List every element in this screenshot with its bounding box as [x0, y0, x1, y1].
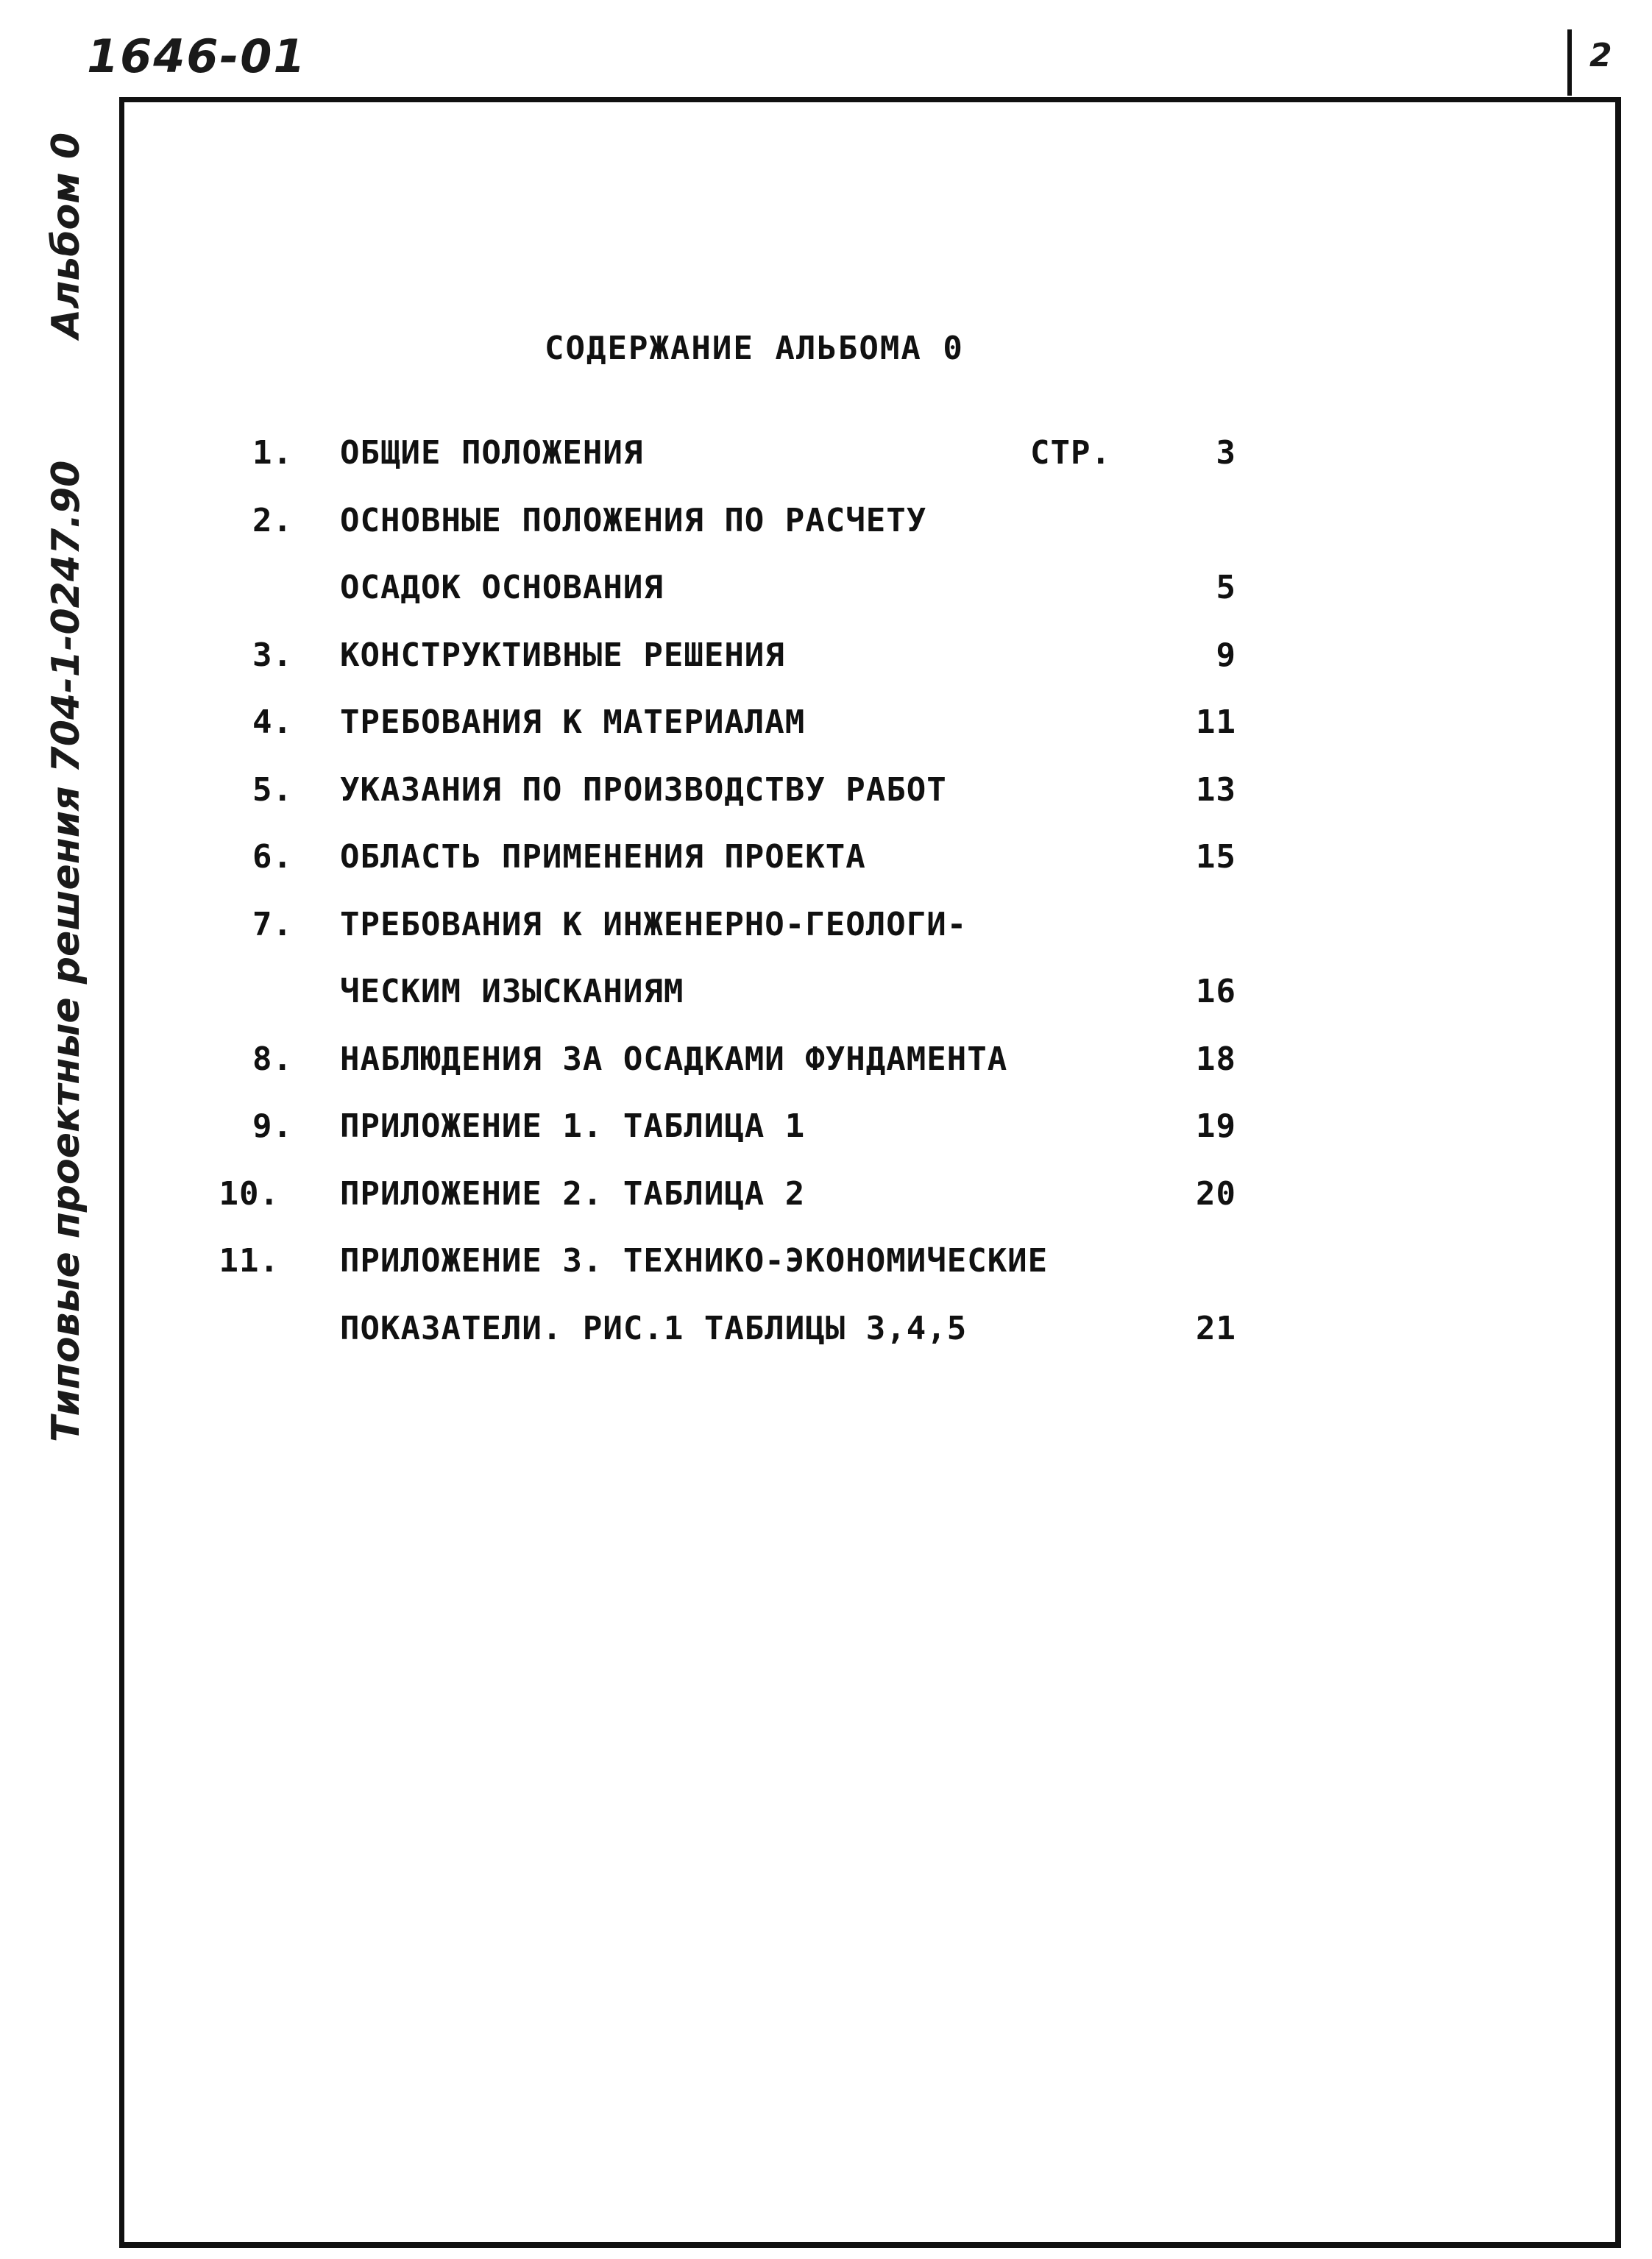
toc-item-number: 8.: [252, 1040, 293, 1078]
toc-item-number: 10.: [219, 1174, 280, 1213]
toc-item-text: ОСАДОК ОСНОВАНИЯ: [340, 569, 664, 606]
toc-item-text: ПОКАЗАТЕЛИ. РИС.1 ТАБЛИЦЫ 3,4,5: [340, 1309, 968, 1347]
page-frame: [119, 97, 1621, 2248]
toc-item-page: 3: [1216, 434, 1236, 472]
toc-item-page: 20: [1196, 1174, 1236, 1213]
toc-item-text: ПРИЛОЖЕНИЕ 1. ТАБЛИЦА 1: [340, 1107, 806, 1145]
toc-item-text: ТРЕБОВАНИЯ К ИНЖЕНЕРНО-ГЕОЛОГИ-: [340, 905, 968, 943]
toc-item-text: УКАЗАНИЯ ПО ПРОИЗВОДСТВУ РАБОТ: [340, 770, 947, 809]
toc-item-text: НАБЛЮДЕНИЯ ЗА ОСАДКАМИ ФУНДАМЕНТА: [340, 1040, 1008, 1078]
page-number-divider: [1567, 29, 1572, 96]
toc-title: СОДЕРЖАНИЕ АЛЬБОМА 0: [545, 330, 964, 367]
side-stamp-series: Типовые проектные решения 704-1-0247.90: [44, 460, 88, 1442]
toc-item-text: ТРЕБОВАНИЯ К МАТЕРИАЛАМ: [340, 703, 806, 741]
toc-item-number: 3.: [252, 636, 293, 674]
toc-item-number: 9.: [252, 1107, 293, 1145]
toc-item-text: ОСНОВНЫЕ ПОЛОЖЕНИЯ ПО РАСЧЕТУ: [340, 501, 927, 539]
toc-item-text: ЧЕСКИМ ИЗЫСКАНИЯМ: [340, 973, 684, 1010]
document-code: 1646-01: [87, 29, 307, 83]
toc-item-page: 11: [1196, 703, 1236, 741]
page-column-label: СТР.: [1030, 434, 1111, 472]
toc-item-number: 5.: [252, 770, 293, 809]
toc-item-number: 1.: [252, 434, 293, 472]
toc-item-page: 18: [1196, 1040, 1236, 1078]
side-stamp: [44, 132, 88, 1442]
toc-item-number: 6.: [252, 838, 293, 876]
toc-item-text: ПРИЛОЖЕНИЕ 2. ТАБЛИЦА 2: [340, 1174, 806, 1213]
toc-item-page: 13: [1196, 770, 1236, 809]
side-stamp-album: Альбом 0: [44, 132, 88, 338]
toc-item-page: 5: [1216, 569, 1236, 606]
toc-item-page: 9: [1216, 636, 1236, 674]
toc-item-text: ОБЩИЕ ПОЛОЖЕНИЯ: [340, 434, 644, 472]
toc-item-number: 4.: [252, 703, 293, 741]
toc-item-page: 16: [1196, 973, 1236, 1010]
toc-item-number: 11.: [219, 1242, 280, 1280]
page-number: 2: [1589, 37, 1612, 74]
toc-item-number: 7.: [252, 905, 293, 943]
toc-item-number: 2.: [252, 501, 293, 539]
toc-item-page: 15: [1196, 838, 1236, 876]
toc-item-page: 19: [1196, 1107, 1236, 1145]
toc-item-text: КОНСТРУКТИВНЫЕ РЕШЕНИЯ: [340, 636, 785, 674]
toc-item-page: 21: [1196, 1309, 1236, 1347]
toc-item-text: ОБЛАСТЬ ПРИМЕНЕНИЯ ПРОЕКТА: [340, 838, 866, 876]
toc-item-text: ПРИЛОЖЕНИЕ 3. ТЕХНИКО-ЭКОНОМИЧЕСКИЕ: [340, 1242, 1049, 1280]
